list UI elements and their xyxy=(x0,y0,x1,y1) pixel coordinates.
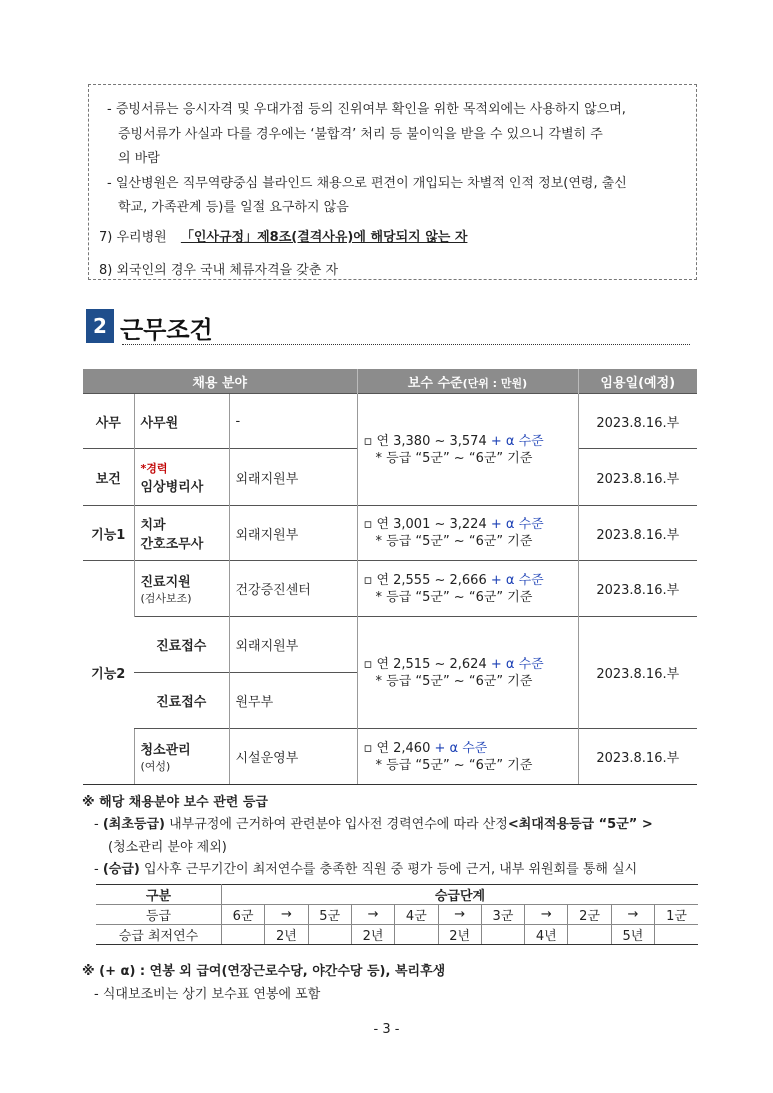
category-office: 사무 xyxy=(83,394,134,449)
alpha-note: ※ (+ α) : 연봉 외 급여(연장근로수당, 야간수당 등), 복리후생 xyxy=(82,964,446,979)
table-row xyxy=(83,561,697,617)
arrow: → xyxy=(525,905,568,925)
table-row xyxy=(83,729,697,785)
section-divider xyxy=(122,344,690,345)
table-row xyxy=(83,394,697,449)
job-title xyxy=(134,449,229,506)
pay-range: ▫ 연 2,555 ~ 2,666 + α 수준 xyxy=(363,572,544,588)
job-title-text: 임상병리사 xyxy=(140,479,204,495)
pay-range: ▫ 연 2,460 + α 수준 xyxy=(363,740,488,756)
job-title: 사무원 xyxy=(134,394,229,449)
item-8: 8) 외국인의 경우 국내 체류자격을 갖춘 자 xyxy=(99,263,339,278)
arrow: → xyxy=(611,905,654,925)
item-7 xyxy=(99,226,467,245)
pay-grade-basis: * 등급 “5군” ~ “6군” 기준 xyxy=(375,757,533,773)
grade-row-label: 등급 xyxy=(96,905,221,925)
pay-grade-basis: * 등급 “5군” ~ “6군” 기준 xyxy=(375,589,533,605)
grade-4: 4군 xyxy=(395,905,438,925)
grade-2: 2군 xyxy=(568,905,611,925)
item-7-emphasis: 「인사규정」제8조(결격사유)에 해당되지 않는 자 xyxy=(180,230,468,245)
pay-grade-basis: * 등급 “5군” ~ “6군” 기준 xyxy=(375,534,533,549)
evidence-note-line2: 증빙서류가 사실과 다를 경우에는 ‘불합격’ 처리 등 불이익을 받을 수 있으니 각별히 주 xyxy=(118,127,603,142)
pay-cell xyxy=(357,394,578,506)
min-years-row xyxy=(96,925,698,945)
grade-6: 6군 xyxy=(221,905,264,925)
eligibility-box xyxy=(88,84,697,280)
job-title xyxy=(134,561,229,617)
promotion-grade-table xyxy=(96,884,698,945)
grade-header-steps: 승급단계 xyxy=(221,885,698,905)
section-number: 2 xyxy=(86,309,114,343)
department: 건강증진센터 xyxy=(229,561,357,617)
page-number: - 3 - xyxy=(373,1022,400,1037)
blind-hiring-line1: - 일산병원은 직무역량중심 블라인드 채용으로 편견이 개입되는 차별적 인적 정보(연령, 출신 xyxy=(107,176,627,191)
pay-cell xyxy=(357,729,578,785)
min-years-label: 승급 최저연수 xyxy=(96,925,221,945)
header-pay-label: 보수 수준 xyxy=(407,375,463,391)
pay-range: ▫ 연 2,515 ~ 2,624 + α 수준 xyxy=(363,656,544,672)
department: - xyxy=(229,394,357,449)
header-date: 임용일(예정) xyxy=(578,369,697,394)
arrow: → xyxy=(265,905,308,925)
job-subtitle: (여성) xyxy=(140,760,171,773)
section-title: 근무조건 xyxy=(120,316,213,344)
job-title xyxy=(134,729,229,785)
category-health: 보건 xyxy=(83,449,134,506)
job-title-line2: 간호조무사 xyxy=(140,537,204,552)
start-date: 2023.8.16.부 xyxy=(578,561,697,617)
header-field: 채용 분야 xyxy=(83,369,357,394)
grade-header-category: 구분 xyxy=(96,885,221,905)
table-row xyxy=(83,506,697,561)
start-date: 2023.8.16.부 xyxy=(578,617,697,729)
job-title-text: 진료지원 xyxy=(140,575,191,590)
category-tech1: 기능1 xyxy=(83,506,134,561)
work-conditions-table xyxy=(83,369,697,785)
grade-5: 5군 xyxy=(308,905,351,925)
blind-hiring-line2: 학교, 가족관계 등)를 일절 요구하지 않음 xyxy=(118,200,349,215)
grade-3: 3군 xyxy=(481,905,524,925)
grade-note-heading: ※ 해당 채용분야 보수 관련 등급 xyxy=(82,795,268,810)
header-pay-unit: (단위 : 만원) xyxy=(462,376,528,390)
table-row xyxy=(83,617,697,673)
department: 외래지원부 xyxy=(229,506,357,561)
header-pay xyxy=(357,369,578,394)
table-header-row xyxy=(83,369,697,394)
start-date: 2023.8.16.부 xyxy=(578,506,697,561)
start-date: 2023.8.16.부 xyxy=(578,394,697,449)
years-4-to-3: 2년 xyxy=(438,925,481,945)
job-subtitle: (검사보조) xyxy=(140,592,192,605)
job-title: 진료접수 xyxy=(134,617,229,673)
years-5-to-4: 2년 xyxy=(351,925,394,945)
job-title: 진료접수 xyxy=(134,673,229,729)
pay-cell xyxy=(357,561,578,617)
grade-header-row xyxy=(96,885,698,905)
job-title-text: 청소관리 xyxy=(140,743,191,758)
item-7-prefix: 7) 우리병원 xyxy=(99,230,167,245)
pay-range: ▫ 연 3,001 ~ 3,224 + α 수준 xyxy=(363,517,544,532)
grade-row xyxy=(96,905,698,925)
cleaning-exception-note: (청소관리 분야 제외) xyxy=(108,840,227,855)
department: 외래지원부 xyxy=(229,617,357,673)
grade-1: 1군 xyxy=(655,905,698,925)
job-title xyxy=(134,506,229,561)
department: 외래지원부 xyxy=(229,449,357,506)
pay-cell xyxy=(357,617,578,729)
start-date: 2023.8.16.부 xyxy=(578,449,697,506)
pay-cell xyxy=(357,506,578,561)
pay-grade-basis: * 등급 “5군” ~ “6군” 기준 xyxy=(375,673,533,689)
promotion-note: - (승급) 입사후 근무기간이 최저연수를 충족한 직원 중 평가 등에 근거, 내부 위원회를 통해 실시 xyxy=(94,862,638,877)
initial-grade-note: - (최초등급) 내부규정에 근거하여 관련분야 입사전 경력연수에 따라 산정<최대적용등급 “5군” > xyxy=(94,817,653,832)
start-date: 2023.8.16.부 xyxy=(578,729,697,785)
experience-note: *경력 xyxy=(140,461,168,475)
arrow: → xyxy=(438,905,481,925)
years-2-to-1: 5년 xyxy=(611,925,654,945)
pay-grade-basis: * 등급 “5군” ~ “6군” 기준 xyxy=(375,450,533,466)
evidence-note-line1: - 증빙서류는 응시자격 및 우대가점 등의 진위여부 확인을 위한 목적외에는 사용하지 않으며, xyxy=(107,102,626,117)
years-6-to-5: 2년 xyxy=(265,925,308,945)
department: 원무부 xyxy=(229,673,357,729)
meal-allowance-note: - 식대보조비는 상기 보수표 연봉에 포함 xyxy=(94,987,321,1002)
category-tech2: 기능2 xyxy=(83,561,134,785)
evidence-note-line3: 의 바람 xyxy=(118,151,160,166)
department: 시설운영부 xyxy=(229,729,357,785)
arrow: → xyxy=(351,905,394,925)
years-3-to-2: 4년 xyxy=(525,925,568,945)
job-title-line1: 치과 xyxy=(140,518,166,533)
pay-range: ▫ 연 3,380 ~ 3,574 + α 수준 xyxy=(363,433,544,449)
